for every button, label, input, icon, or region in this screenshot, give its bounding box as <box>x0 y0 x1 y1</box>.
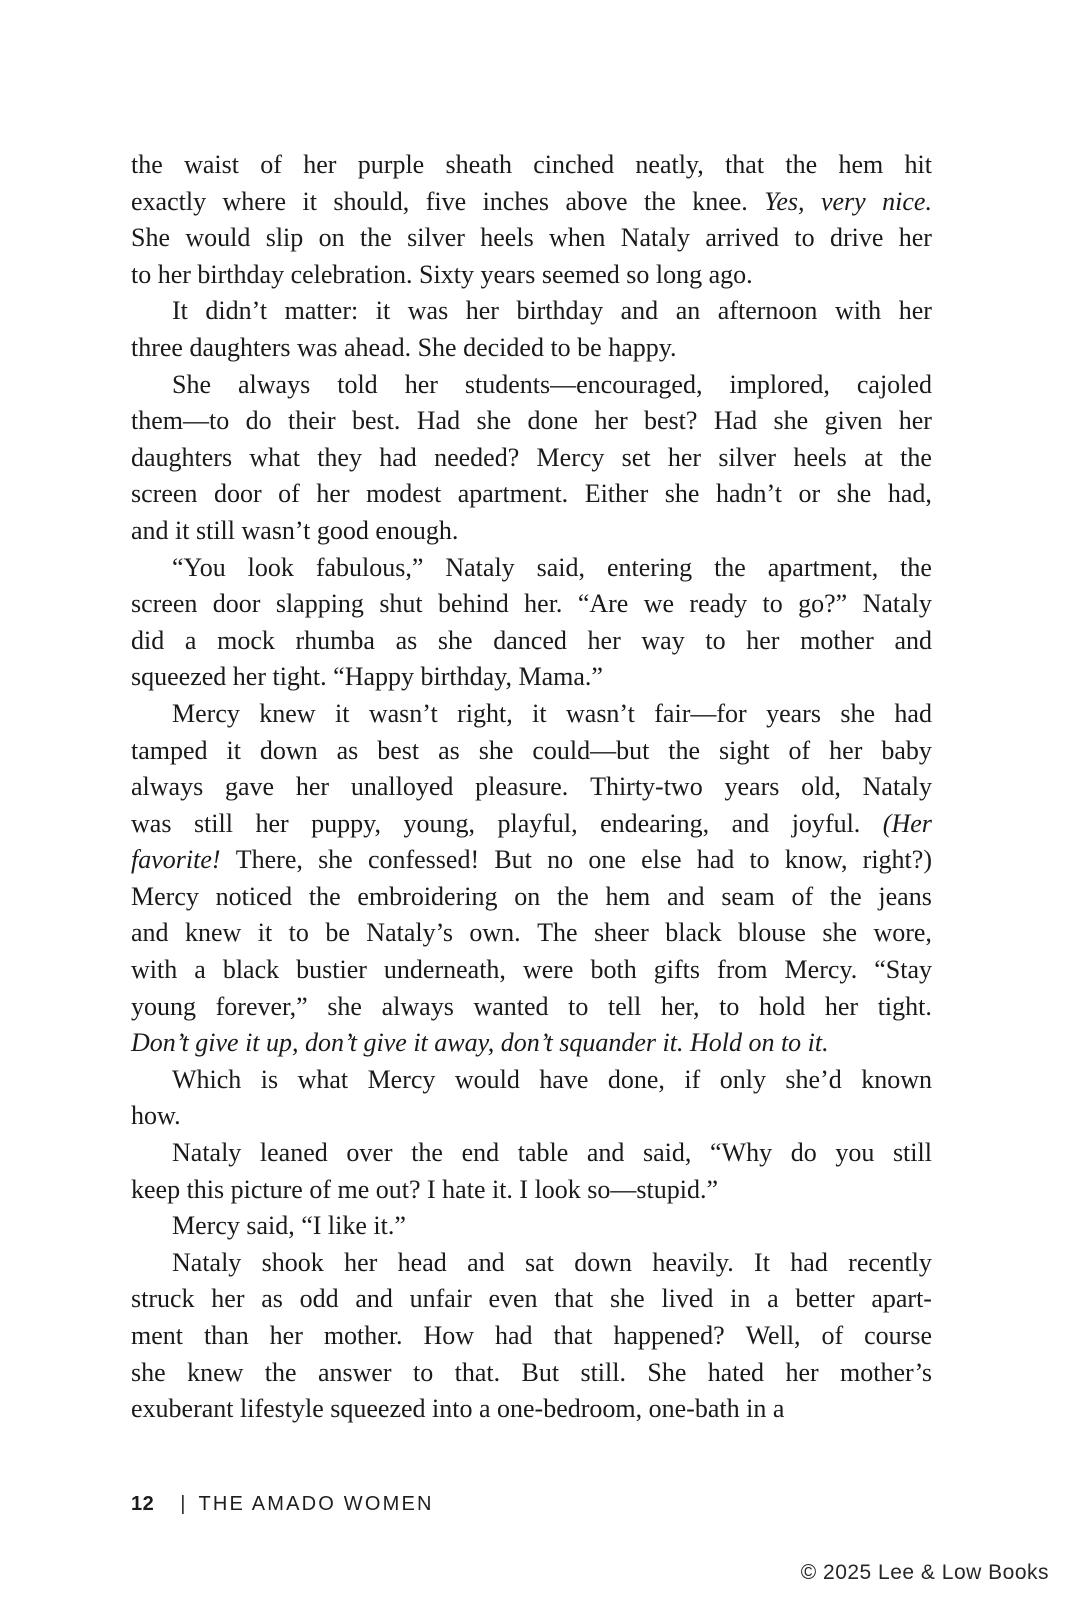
body-line: them—to do their best. Had she done her best? Had she given her <box>131 406 932 436</box>
body-line: to her birthday celebration. Sixty years seemed so long ago. <box>131 259 753 289</box>
text-block <box>131 147 932 1428</box>
body-line: exactly where it should, five inches above the knee. Yes, very nice. <box>131 186 932 216</box>
body-line: Nataly leaned over the end table and said, “Why do you still <box>172 1138 932 1168</box>
body-line: and knew it to be Nataly’s own. The sheer black blouse she wore, <box>131 918 932 948</box>
body-line: keep this picture of me out? I hate it. I look so—stupid.” <box>131 1174 719 1204</box>
body-line: Mercy knew it wasn’t right, it wasn’t fair—for years she had <box>172 698 932 728</box>
body-line: She always told her students—encouraged, implored, cajoled <box>172 369 932 399</box>
body-line: how. <box>131 1101 181 1131</box>
body-line: Which is what Mercy would have done, if only she’d known <box>172 1064 932 1094</box>
body-line: always gave her unalloyed pleasure. Thirty-two years old, Nataly <box>131 772 932 802</box>
body-line: tamped it down as best as she could—but the sight of her baby <box>131 735 932 765</box>
body-line: struck her as odd and unfair even that she lived in a better apart- <box>131 1284 932 1314</box>
body-line: Mercy said, “I like it.” <box>172 1211 406 1241</box>
page-footer <box>131 1493 434 1516</box>
copyright-notice: © 2025 Lee & Low Books <box>800 1561 1049 1584</box>
running-title: THE AMADO WOMEN <box>198 1493 434 1515</box>
body-line: Nataly shook her head and sat down heavily. It had recently <box>172 1247 932 1277</box>
body-line: did a mock rhumba as she danced her way to her mother and <box>131 625 932 655</box>
body-line: squeezed her tight. “Happy birthday, Mama.” <box>131 662 603 692</box>
body-line: and it still wasn’t good enough. <box>131 515 459 545</box>
body-line: It didn’t matter: it was her birthday and an afternoon with her <box>172 296 932 326</box>
page-number: 12 <box>131 1493 155 1515</box>
body-line: favorite! There, she confessed! But no one else had to know, right?) <box>131 845 932 875</box>
body-line: three daughters was ahead. She decided to be happy. <box>131 332 677 362</box>
body-line: young forever,” she always wanted to tell her, to hold her tight. <box>131 991 932 1021</box>
body-line: screen door of her modest apartment. Either she hadn’t or she had, <box>131 479 932 509</box>
body-line: with a black bustier underneath, were both gifts from Mercy. “Stay <box>131 955 932 985</box>
body-line: She would slip on the silver heels when Nataly arrived to drive her <box>131 223 932 253</box>
body-line: was still her puppy, young, playful, endearing, and joyful. (Her <box>131 808 932 838</box>
body-line: Don’t give it up, don’t give it away, don’t squander it. Hold on to it. <box>131 1028 829 1058</box>
body-line: daughters what they had needed? Mercy set her silver heels at the <box>131 442 932 472</box>
body-line: Mercy noticed the embroidering on the hem and seam of the jeans <box>131 881 932 911</box>
body-line: exuberant lifestyle squeezed into a one-bedroom, one-bath in a <box>131 1394 785 1424</box>
body-line: screen door slapping shut behind her. “Are we ready to go?” Nataly <box>131 589 932 619</box>
body-line: the waist of her purple sheath cinched neatly, that the hem hit <box>131 150 932 179</box>
body-line: she knew the answer to that. But still. She hated her mother’s <box>131 1357 932 1387</box>
body-line: ment than her mother. How had that happened? Well, of course <box>131 1321 932 1350</box>
footer-divider: | <box>180 1493 186 1515</box>
body-line: “You look fabulous,” Nataly said, entering the apartment, the <box>172 552 932 582</box>
